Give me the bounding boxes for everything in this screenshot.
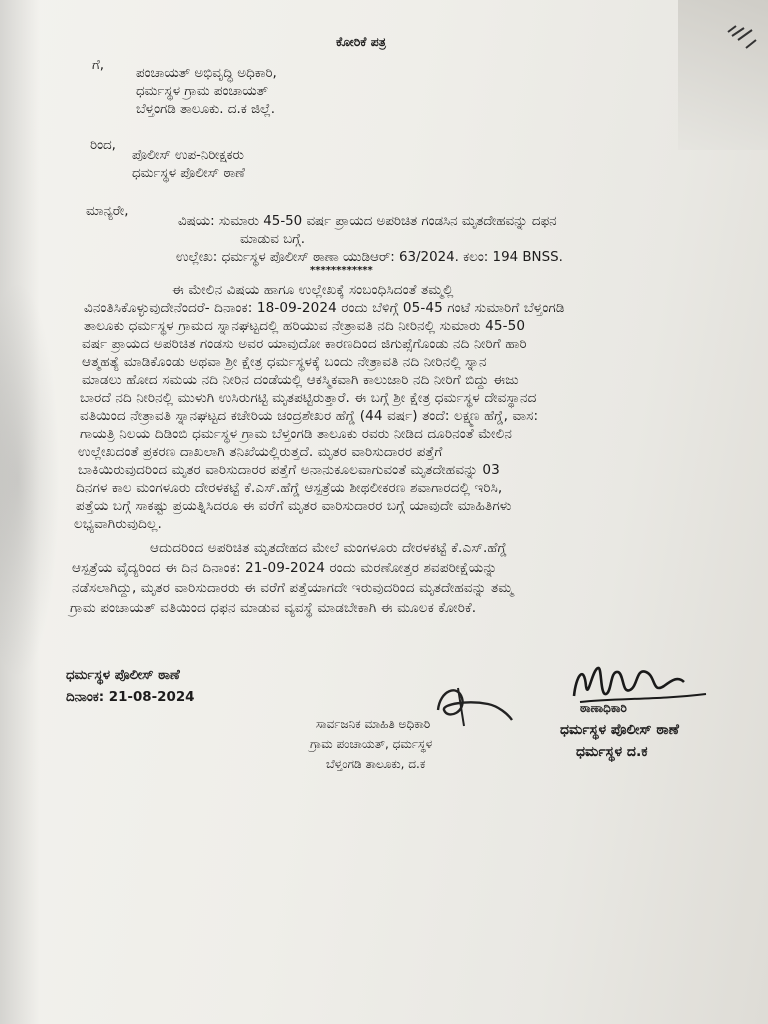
- pen-mark-icon: [722, 18, 762, 58]
- body-line: ಪತ್ತೆಯ ಬಗ್ಗೆ ಸಾಕಷ್ಟು ಪ್ರಯತ್ನಿಸಿದರೂ ಈ ವರೆಗೆ ಮೃತರ ವಾರಿಸುದಾರರ ಬಗ್ಗೆ ಯಾವುದೇ ಮಾಹಿತಿಗಳು: [76, 498, 512, 514]
- body-line: ಆಸ್ಪತ್ರೆಯ ವೈದ್ಯರಿಂದ ಈ ದಿನ ದಿನಾಂಕ: 21-09-2024 ರಂದು ಮರಣೋತ್ತರ ಶವಪರೀಕ್ಷೆಯನ್ನು: [72, 560, 498, 576]
- stamp-line: ಗ್ರಾಮ ಪಂಚಾಯತ್, ಧರ್ಮಸ್ಥಳ: [310, 737, 433, 751]
- body-line: ವತಿಯಿಂದ ನೇತ್ರಾವತಿ ಸ್ನಾನಘಟ್ಟದ ಕಚೇರಿಯ ಚಂದ್ರಶೇಖರ ಹೆಗ್ಡೆ (44 ವರ್ಷ) ತಂದೆ: ಲಕ್ಷ್ಮಣ ಹೆಗ್ಡೆ, ವಾಸ:: [80, 408, 539, 424]
- letter-heading: ಕೋರಿಕೆ ಪತ್ರ: [336, 34, 386, 49]
- sender-line: ಧರ್ಮಸ್ಥಳ ಪೊಲೀಸ್ ಠಾಣೆ: [132, 166, 245, 181]
- body-line: ವರ್ಷ ಪ್ರಾಯದ ಅಪರಿಚಿತ ಗಂಡಸು ಅವರ ಯಾವುದೋ ಕಾರಣದಿಂದ ಜಿಗುಪ್ಸೆಗೊಂಡು ನದಿ ನೀರಿಗೆ ಹಾರಿ: [82, 336, 527, 352]
- body-line: ಆತ್ಮಹತ್ಯೆ ಮಾಡಿಕೊಂಡು ಅಥವಾ ಶ್ರೀ ಕ್ಷೇತ್ರ ಧರ್ಮಸ್ಥಳಕ್ಕೆ ಬಂದು ನೇತ್ರಾವತಿ ನದಿ ನೀರಿನಲ್ಲಿ ಸ್ನಾನ: [82, 354, 487, 370]
- from-label: ರಿಂದ,: [90, 138, 116, 153]
- sender-line: ಪೊಲೀಸ್ ಉಪ-ನಿರೀಕ್ಷಕರು: [132, 148, 244, 163]
- to-label: ಗೆ,: [92, 58, 105, 73]
- stamp-line: ಸಾರ್ವಜನಿಕ ಮಾಹಿತಿ ಅಧಿಕಾರಿ: [316, 717, 431, 731]
- recipient-line: ಬೆಳ್ತಂಗಡಿ ತಾಲೂಕು. ದ.ಕ ಜಿಲ್ಲೆ.: [136, 102, 276, 117]
- body-line: ದಿನಗಳ ಕಾಲ ಮಂಗಳೂರು ದೇರಳಕಟ್ಟೆ ಕೆ.ಎಸ್.ಹೆಗ್ಡೆ ಆಸ್ಪತ್ರೆಯ ಶೀಥಲೀಕರಣ ಶವಾಗಾರದಲ್ಲಿ ಇರಿಸಿ,: [76, 480, 503, 496]
- subject-line: ವಿಷಯ: ಸುಮಾರು 45-50 ವರ್ಷ ಪ್ರಾಯದ ಅಪರಿಚಿತ ಗಂಡಸಿನ ಮೃತದೇಹವನ್ನು ದಫನ: [178, 214, 557, 229]
- photocopy-smudge: [0, 280, 60, 680]
- stamp-line: ಧರ್ಮಸ್ಥಳ ಪೊಲೀಸ್ ಠಾಣೆ: [560, 722, 679, 738]
- body-line: ನಡೆಸಲಾಗಿದ್ದು, ಮೃತರ ವಾರಿಸುದಾರರು ಈ ವರೆಗೆ ಪತ್ತೆಯಾಗದೇ ಇರುವುದರಿಂದ ಮೃತದೇಹವನ್ನು ತಮ್ಮ: [72, 580, 514, 596]
- body-line: ಬಾರದೆ ನದಿ ನೀರಿನಲ್ಲಿ ಮುಳುಗಿ ಉಸಿರುಗಟ್ಟಿ ಮೃತಪಟ್ಟಿರುತ್ತಾರೆ. ಈ ಬಗ್ಗೆ ಶ್ರೀ ಕ್ಷೇತ್ರ ಧರ್ಮಸ್ಥಳ ದೇವಸ್ಥಾನದ: [80, 390, 537, 406]
- body-line: ಗ್ರಾಮ ಪಂಚಾಯತ್ ವತಿಯಿಂದ ಧಫನ ಮಾಡುವ ವ್ಯವಸ್ಥೆ ಮಾಡಬೇಕಾಗಿ ಈ ಮೂಲಕ ಕೋರಿಕೆ.: [70, 600, 477, 616]
- body-line: ಆದುದರಿಂದ ಅಪರಿಚಿತ ಮೃತದೇಹದ ಮೇಲೆ ಮಂಗಳೂರು ದೇರಳಕಟ್ಟೆ ಕೆ.ಎಸ್.ಹೆಗ್ಡೆ: [150, 540, 508, 556]
- body-line: ತಾಲೂಕು ಧರ್ಮಸ್ಥಳ ಗ್ರಾಮದ ಸ್ನಾನಘಟ್ಟದಲ್ಲಿ ಹರಿಯುವ ನೇತ್ರಾವತಿ ನದಿ ನೀರಿನಲ್ಲಿ ಸುಮಾರು 45-50: [84, 318, 526, 334]
- date-line: ದಿನಾಂಕ: 21-08-2024: [66, 690, 195, 705]
- stamp-line: ಬೆಳ್ತಂಗಡಿ ತಾಲೂಕು, ದ.ಕ: [326, 757, 426, 771]
- body-line: ಈ ಮೇಲಿನ ವಿಷಯ ಹಾಗೂ ಉಲ್ಲೇಖಕ್ಕೆ ಸಂಬಂಧಿಸಿದಂತೆ ತಮ್ಮಲ್ಲಿ: [172, 282, 454, 298]
- place-line: ಧರ್ಮಸ್ಥಳ ಪೊಲೀಸ್ ಠಾಣೆ: [66, 668, 180, 683]
- body-line: ಮಾಡಲು ಹೋದ ಸಮಯ ನದಿ ನೀರಿನ ದಂಡೆಯಲ್ಲಿ ಆಕಸ್ಮಿಕವಾಗಿ ಕಾಲುಜಾರಿ ನದಿ ನೀರಿಗೆ ಬಿದ್ದು ಈಜು: [82, 372, 519, 388]
- recipient-line: ಪಂಚಾಯತ್ ಅಭಿವೃದ್ಧಿ ಅಧಿಕಾರಿ,: [136, 66, 277, 81]
- body-line: ಲಭ್ಯವಾಗಿರುವುದಿಲ್ಲ.: [74, 516, 162, 532]
- stamp-line: ಧರ್ಮಸ್ಥಳ ದ.ಕ: [576, 744, 648, 760]
- body-line: ಗಾಯತ್ರಿ ನಿಲಯ ದಿಡಿಂಬಿ ಧರ್ಮಸ್ಥಳ ಗ್ರಾಮ ಬೆಳ್ತಂಗಡಿ ತಾಲೂಕು ರವರು ನೀಡಿದ ದೂರಿನಂತೆ ಮೇಲಿನ: [80, 426, 513, 442]
- body-line: ಬಾಕಿಯಿರುವುದರಿಂದ ಮೃತರ ವಾರಿಸುದಾರರ ಪತ್ತೆಗೆ ಅನಾನುಕೂಲವಾಗುವಂತೆ ಮೃತದೇಹವನ್ನು 03: [78, 462, 500, 478]
- stamp-line: ಠಾಣಾಧಿಕಾರಿ: [580, 701, 627, 715]
- body-line: ವಿನಂತಿಸಿಕೊಳ್ಳುವುದೇನೆಂದರೆ- ದಿನಾಂಕ: 18-09-2024 ರಂದು ಬೆಳಿಗ್ಗೆ 05-45 ಗಂಟೆ ಸುಮಾರಿಗೆ ಬೆಳ್ತಂಗಡಿ: [84, 300, 565, 316]
- salutation: ಮಾನ್ಯರೇ,: [86, 204, 129, 219]
- recipient-line: ಧರ್ಮಸ್ಥಳ ಗ್ರಾಮ ಪಂಚಾಯತ್: [136, 84, 269, 99]
- reference-line: ಉಲ್ಲೇಖ: ಧರ್ಮಸ್ಥಳ ಪೊಲೀಸ್ ಠಾಣಾ ಯುಡಿಆರ್: 63/2024. ಕಲಂ: 194 BNSS.: [176, 250, 563, 265]
- signature-panchayat: [428, 680, 518, 732]
- body-line: ಉಲ್ಲೇಖದಂತೆ ಪ್ರಕರಣ ದಾಖಲಾಗಿ ತನಿಖೆಯಲ್ಲಿರುತ್ತದೆ. ಮೃತರ ವಾರಿಸುದಾರರ ಪತ್ತೆಗೆ: [78, 444, 443, 460]
- subject-line: ಮಾಡುವ ಬಗ್ಗೆ.: [240, 232, 305, 247]
- separator-stars: ************: [310, 265, 373, 276]
